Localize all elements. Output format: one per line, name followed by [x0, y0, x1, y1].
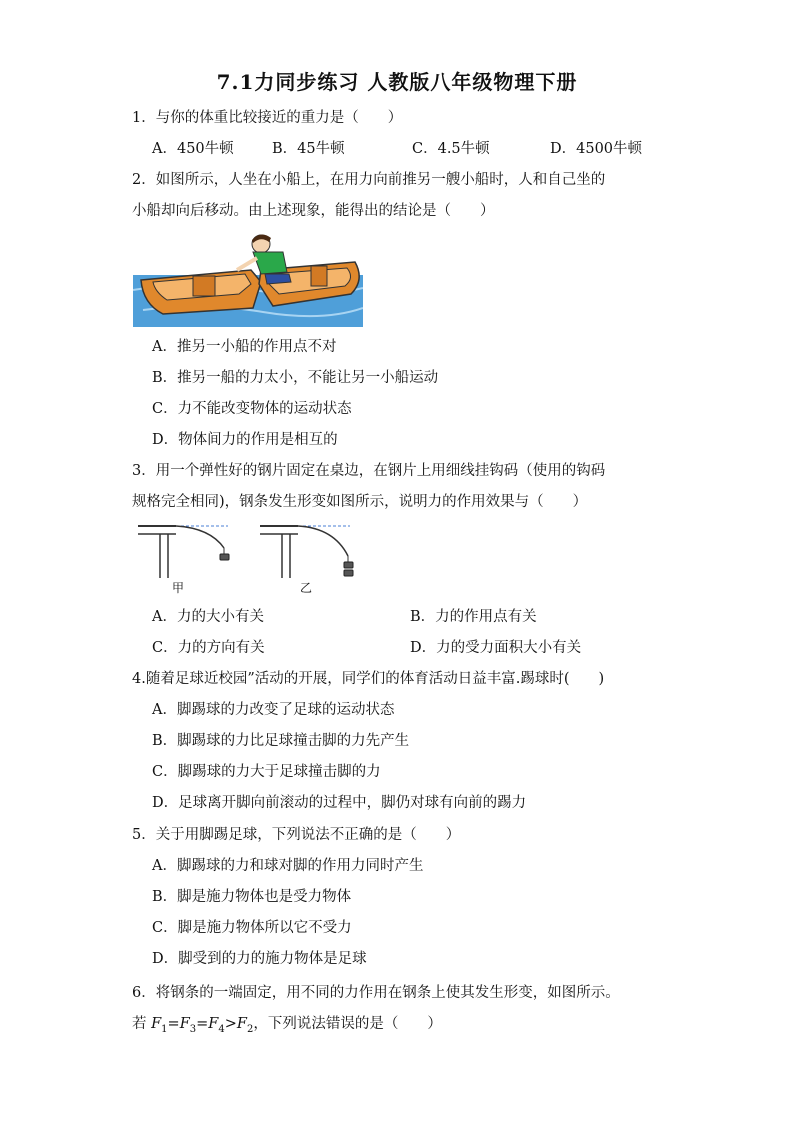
f2-symbol: F	[236, 1016, 247, 1032]
figure-jia	[138, 526, 229, 578]
q4-option-d: D．足球离开脚向前滚动的过程中，脚仍对球有向前的踢力	[152, 795, 527, 811]
q6-suffix: ，下列说法错误的是（ ）	[253, 1016, 442, 1032]
q3-option-d: D．力的受力面积大小有关	[410, 640, 582, 656]
q1-option-c: C．4.5牛顿	[412, 141, 490, 157]
figure-yi	[260, 526, 353, 578]
q5-stem: 5．关于用脚踢足球，下列说法不正确的是（ ）	[132, 827, 461, 843]
q5-option-c: C．脚是施力物体所以它不受力	[152, 920, 352, 936]
page-title: 7.1力同步练习 人教版八年级物理下册	[216, 70, 578, 94]
f1-subscript: 1	[161, 1023, 168, 1035]
equals-1: =	[167, 1016, 180, 1032]
q2-option-a: A．推另一小船的作用点不对	[152, 339, 337, 355]
f2-subscript: 2	[246, 1023, 254, 1035]
q3-option-c: C．力的方向有关	[152, 640, 265, 656]
f4-symbol: F	[208, 1016, 219, 1032]
q2-option-b: B．推另一船的力太小，不能让另一小船运动	[152, 370, 439, 386]
q6-prefix: 若	[132, 1016, 152, 1032]
f4-subscript: 4	[218, 1023, 225, 1035]
q5-option-b: B．脚是施力物体也是受力物体	[152, 889, 352, 905]
q5-option-a: A．脚踢球的力和球对脚的作用力同时产生	[152, 858, 424, 874]
q1-option-b: B．45牛顿	[272, 141, 345, 157]
q2-stem-line2: 小船却向后移动。由上述现象，能得出的结论是（ ）	[132, 203, 495, 219]
q6-stem-line1: 6．将钢条的一端固定，用不同的力作用在钢条上使其发生形变，如图所示。	[132, 985, 620, 1001]
q3-option-a: A．力的大小有关	[152, 609, 264, 625]
f1-symbol: F	[151, 1016, 162, 1032]
label-yi: 乙	[300, 581, 313, 595]
q3-stem-line2: 规格完全相同)，钢条发生形变如图所示，说明力的作用效果与（ ）	[132, 494, 588, 510]
q1-stem: 1．与你的体重比较接近的重力是（ ）	[132, 110, 403, 126]
q5-option-d: D．脚受到的力的施力物体是足球	[152, 951, 367, 967]
q6-stem-line2	[132, 1014, 442, 1040]
q3-option-b: B．力的作用点有关	[410, 609, 537, 625]
q1-option-a: A．450牛顿	[152, 141, 234, 157]
q2-option-d: D．物体间力的作用是相互的	[152, 432, 338, 448]
label-jia: 甲	[172, 581, 185, 595]
q3-stem-line1: 3．用一个弹性好的钢片固定在桌边，在钢片上用细线挂钩码（使用的钩码	[132, 463, 606, 479]
boat-figure	[133, 230, 363, 330]
q4-option-c: C．脚踢球的力大于足球撞击脚的力	[152, 764, 381, 780]
f3-symbol: F	[179, 1016, 190, 1032]
q4-option-b: B．脚踢球的力比足球撞击脚的力先产生	[152, 733, 410, 749]
greater-than: >	[224, 1016, 237, 1032]
equals-2: =	[196, 1016, 209, 1032]
q2-option-c: C．力不能改变物体的运动状态	[152, 401, 352, 417]
q2-stem-line1: 2．如图所示，人坐在小船上，在用力向前推另一艘小船时，人和自己坐的	[132, 172, 606, 188]
q1-option-d: D．4500牛顿	[550, 141, 643, 157]
q4-option-a: A．脚踢球的力改变了足球的运动状态	[152, 702, 395, 718]
f3-subscript: 3	[189, 1023, 197, 1035]
q4-stem: 4.随着足球近校园”活动的开展，同学们的体育活动日益丰富.踢球时( )	[132, 671, 605, 687]
